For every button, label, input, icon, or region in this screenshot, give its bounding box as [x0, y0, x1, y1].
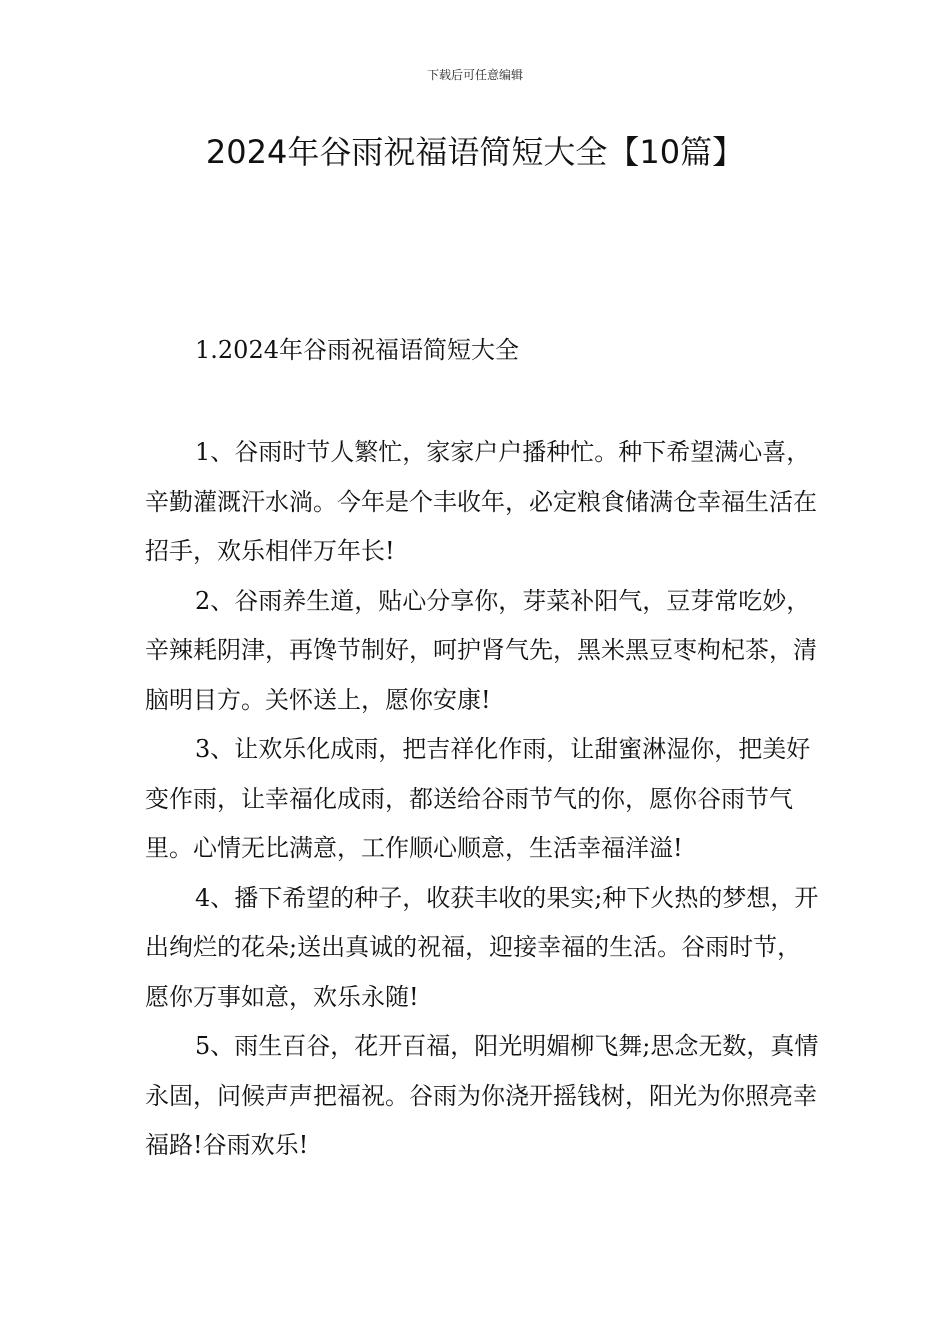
- section-heading: 1.2024年谷雨祝福语简短大全: [195, 336, 519, 364]
- document-body: [145, 428, 820, 1171]
- header-note: 下载后可任意编辑: [426, 68, 523, 82]
- paragraph-5: 5、雨生百谷，花开百福，阳光明媚柳飞舞;思念无数，真情永固，问候声声把福祝。谷雨为你浇开摇钱树，阳光为你照亮幸福路!谷雨欢乐!: [145, 1032, 819, 1159]
- document-title: 2024年谷雨祝福语简短大全【10篇】: [205, 133, 745, 171]
- paragraph-1: 1、谷雨时节人繁忙，家家户户播种忙。种下希望满心喜，辛勤灌溉汗水淌。今年是个丰收年，必定粮食储满仓幸福生活在招手，欢乐相伴万年长!: [145, 438, 817, 565]
- paragraph-4: 4、播下希望的种子，收获丰收的果实;种下火热的梦想，开出绚烂的花朵;送出真诚的祝福，迎接幸福的生活。谷雨时节，愿你万事如意，欢乐永随!: [145, 883, 819, 1011]
- paragraph-3: 3、让欢乐化成雨，把吉祥化作雨，让甜蜜淋湿你，把美好变作雨，让幸福化成雨，都送给谷雨节气的你，愿你谷雨节气里。心情无比满意，工作顺心顺意，生活幸福洋溢!: [145, 735, 811, 862]
- paragraph-2: 2、谷雨养生道，贴心分享你，芽菜补阳气，豆芽常吃妙，辛辣耗阴津，再馋节制好，呵护肾气先，黑米黑豆枣枸杞茶，清脑明目方。关怀送上，愿你安康!: [145, 586, 817, 714]
